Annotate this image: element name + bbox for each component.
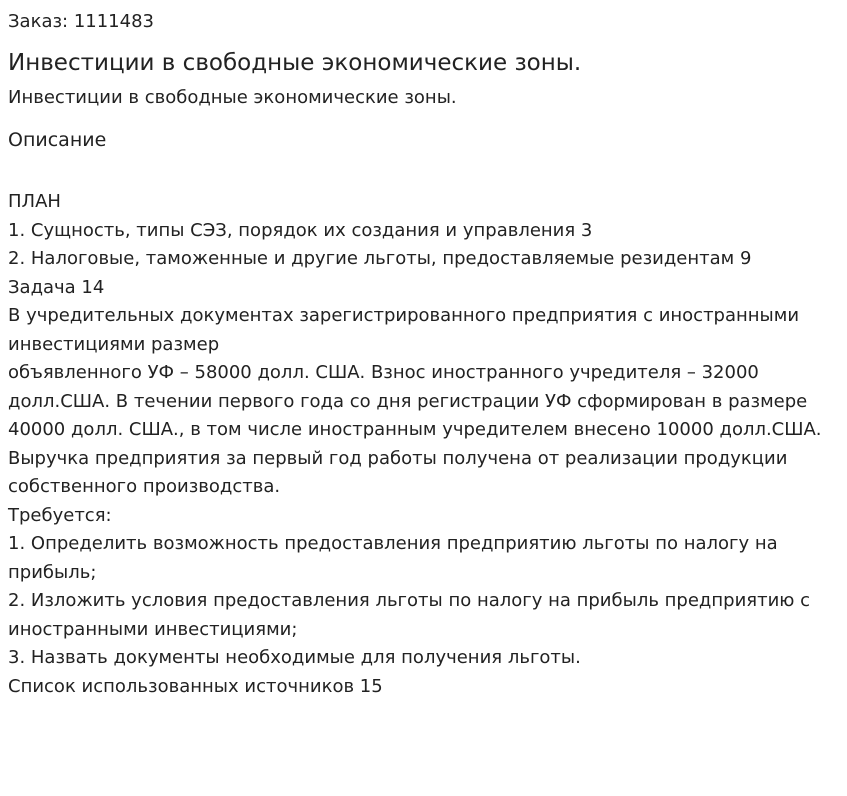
document-title: Инвестиции в свободные экономические зоны. (8, 50, 582, 76)
task-paragraph: В учредительных документах зарегистрированного предприятия с иностранными инвестициями размер (8, 305, 800, 355)
document-subtitle: Инвестиции в свободные экономические зоны. (8, 87, 457, 108)
task-paragraph: Выручка предприятия за первый год работы получена от реализации продукции собственного производства. (8, 447, 788, 497)
sources-line: Список использованных источников 15 (8, 675, 383, 697)
plan-item: 2. Налоговые, таможенные и другие льготы, предоставляемые резидентам 9 (8, 248, 752, 269)
plan-item: 1. Сущность, типы СЭЗ, порядок их создания и управления 3 (8, 219, 593, 241)
requirement-item: 3. Назвать документы необходимые для получения льготы. (8, 647, 581, 668)
order-number: Заказ: 1111483 (8, 11, 154, 32)
plan-heading: ПЛАН (8, 191, 61, 212)
task-paragraph: объявленного УФ – 58000 долл. США. Взнос иностранного учредителя – 32000 долл.США. В течении первого года со дня регистрации УФ сформирован в размере 40000 долл. США., в том числе иностранным учредителем внесено 10000 долл.США. (8, 362, 822, 440)
description-heading: Описание (8, 129, 107, 151)
requirement-item: 1. Определить возможность предоставления предприятию льготы по налогу на прибыль; (8, 533, 778, 583)
requirement-item: 2. Изложить условия предоставления льготы по налогу на прибыль предприятию с иностранными инвестициями; (8, 590, 811, 640)
description-content (8, 188, 839, 701)
requirements-heading: Требуется: (8, 504, 112, 526)
task-heading: Задача 14 (8, 276, 105, 298)
